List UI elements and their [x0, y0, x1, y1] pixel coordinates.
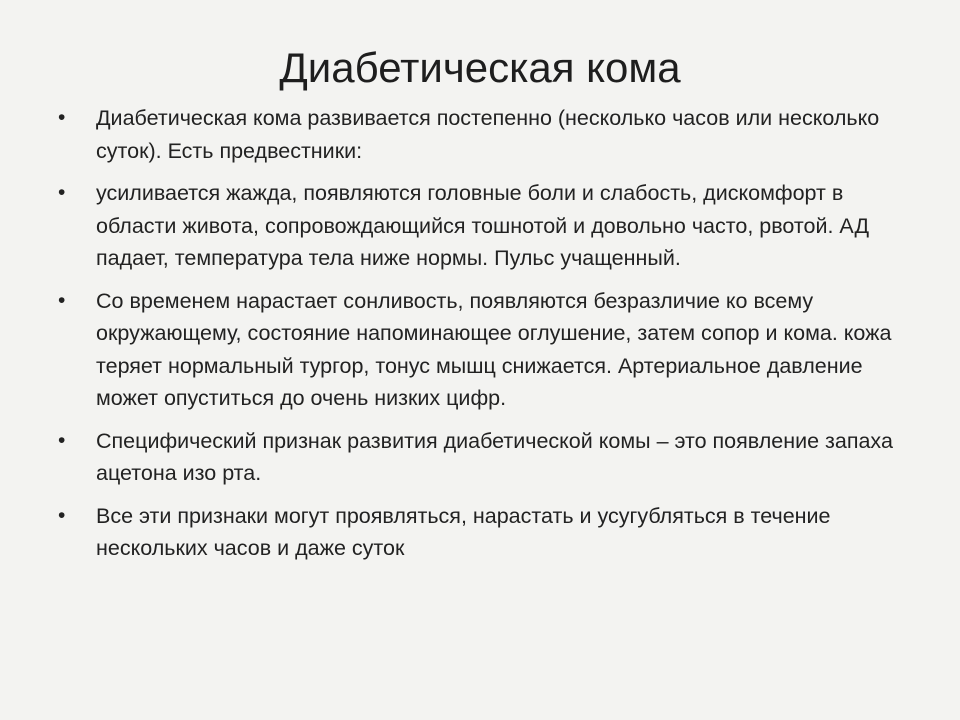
- bullet-icon: •: [58, 181, 66, 204]
- slide-title: Диабетическая кома: [279, 44, 681, 91]
- list-item: [56, 285, 906, 415]
- list-item: [56, 102, 906, 167]
- bullet-icon: •: [58, 106, 66, 129]
- bullet-text: усиливается жажда, появляются головные боли и слабость, дискомфорт в области живота, сопровождающийся тошнотой и довольно часто, рвотой. АД падает, температура тела ниже нормы. Пульс учащенный.: [96, 181, 870, 270]
- bullet-icon: •: [58, 503, 66, 527]
- bullet-list: [56, 102, 906, 575]
- bullet-icon: •: [58, 288, 66, 312]
- list-item: [56, 177, 906, 275]
- bullet-icon: •: [58, 428, 66, 452]
- bullet-text: Со временем нарастает сонливость, появляются безразличие ко всему окружающему, состояние напоминающее оглушение, затем сопор и кома. кожа теряет нормальный тургор, тонус мышц снижается. Артериальное давление может опуститься до очень низких цифр.: [96, 288, 892, 410]
- list-item: [56, 500, 906, 565]
- bullet-text: Диабетическая кома развивается постепенно (несколько часов или несколько суток). Есть предвестники:: [96, 106, 880, 163]
- bullet-text: Специфический признак развития диабетической комы – это появление запаха ацетона изо рта.: [96, 428, 893, 485]
- bullet-text: Все эти признаки могут проявляться, нарастать и усугубляться в течение нескольких часов и даже суток: [96, 503, 831, 560]
- list-item: [56, 425, 906, 490]
